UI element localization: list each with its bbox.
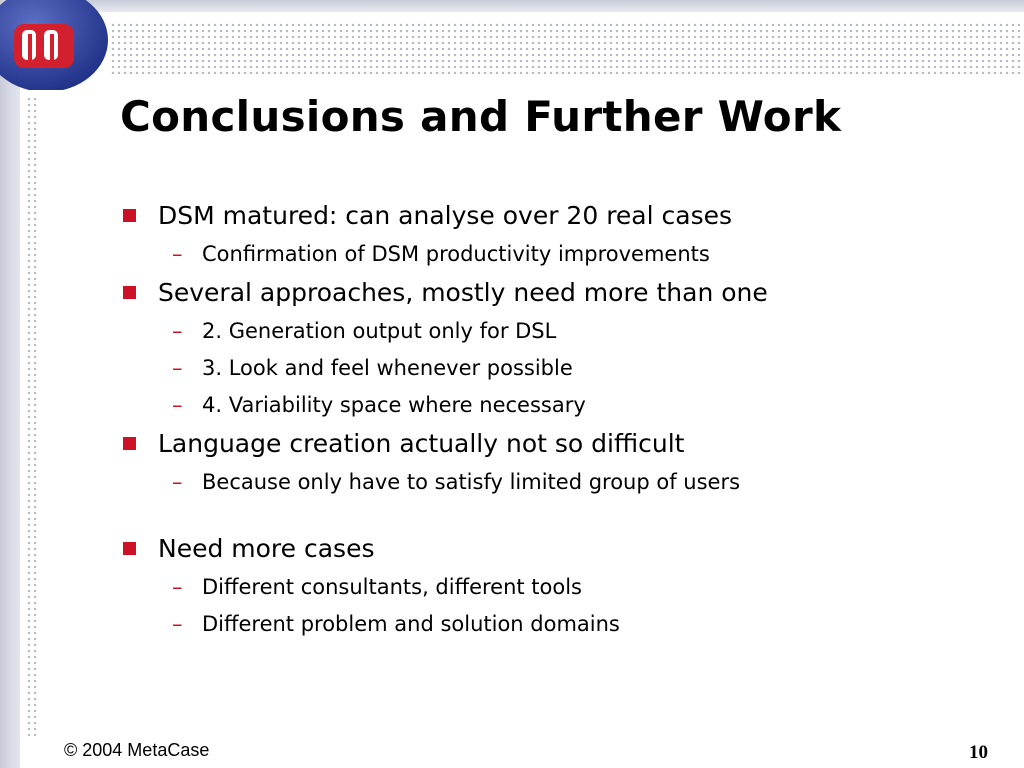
- bullet-item: [120, 424, 1000, 464]
- sub-bullet-text: 3. Look and feel whenever possible: [202, 356, 573, 380]
- bullet-item: [120, 273, 1000, 313]
- dash-bullet-icon: –: [172, 470, 183, 494]
- sub-bullet-text: Different problem and solution domains: [202, 612, 620, 636]
- bullet-item: [120, 529, 1000, 569]
- bullet-group: [120, 196, 1000, 273]
- dash-bullet-icon: –: [172, 242, 183, 266]
- sub-bullet-item: [120, 313, 1000, 350]
- bullet-item: [120, 196, 1000, 236]
- sub-bullet-text: Different consultants, different tools: [202, 575, 582, 599]
- square-bullet-icon: [123, 542, 136, 555]
- copyright-notice: © 2004 MetaCase: [64, 740, 210, 760]
- sub-bullet-text: Confirmation of DSM productivity improvements: [202, 242, 710, 266]
- bullet-text: DSM matured: can analyse over 20 real cases: [158, 201, 733, 230]
- bullet-text: Several approaches, mostly need more than one: [158, 278, 768, 307]
- bullet-list: [120, 196, 1000, 643]
- bullet-text: Need more cases: [158, 534, 375, 563]
- square-bullet-icon: [123, 286, 136, 299]
- bullet-group: [120, 529, 1000, 643]
- square-bullet-icon: [123, 209, 136, 222]
- dash-bullet-icon: –: [172, 612, 183, 636]
- metacase-logo: [0, 0, 112, 90]
- sub-bullet-item: [120, 236, 1000, 273]
- dash-bullet-icon: –: [172, 393, 183, 417]
- bullet-group: [120, 273, 1000, 424]
- dash-bullet-icon: –: [172, 575, 183, 599]
- sub-bullet-item: [120, 464, 1000, 501]
- sub-bullet-text: Because only have to satisfy limited group of users: [202, 470, 741, 494]
- dot-pattern-left: [26, 96, 38, 736]
- dash-bullet-icon: –: [172, 356, 183, 380]
- bullet-text: Language creation actually not so difficult: [158, 429, 685, 458]
- dot-pattern-top: [110, 22, 1024, 74]
- square-bullet-icon: [123, 437, 136, 450]
- slide-title: Conclusions and Further Work: [120, 92, 842, 141]
- top-border-band: [20, 0, 1024, 12]
- dash-bullet-icon: –: [172, 319, 183, 343]
- bullet-group: [120, 424, 1000, 501]
- sub-bullet-text: 4. Variability space where necessary: [202, 393, 586, 417]
- sub-bullet-item: [120, 606, 1000, 643]
- left-border-band: [0, 0, 20, 768]
- page-number: 10: [969, 742, 988, 763]
- sub-bullet-text: 2. Generation output only for DSL: [202, 319, 557, 343]
- sub-bullet-item: [120, 350, 1000, 387]
- sub-bullet-item: [120, 387, 1000, 424]
- sub-bullet-item: [120, 569, 1000, 606]
